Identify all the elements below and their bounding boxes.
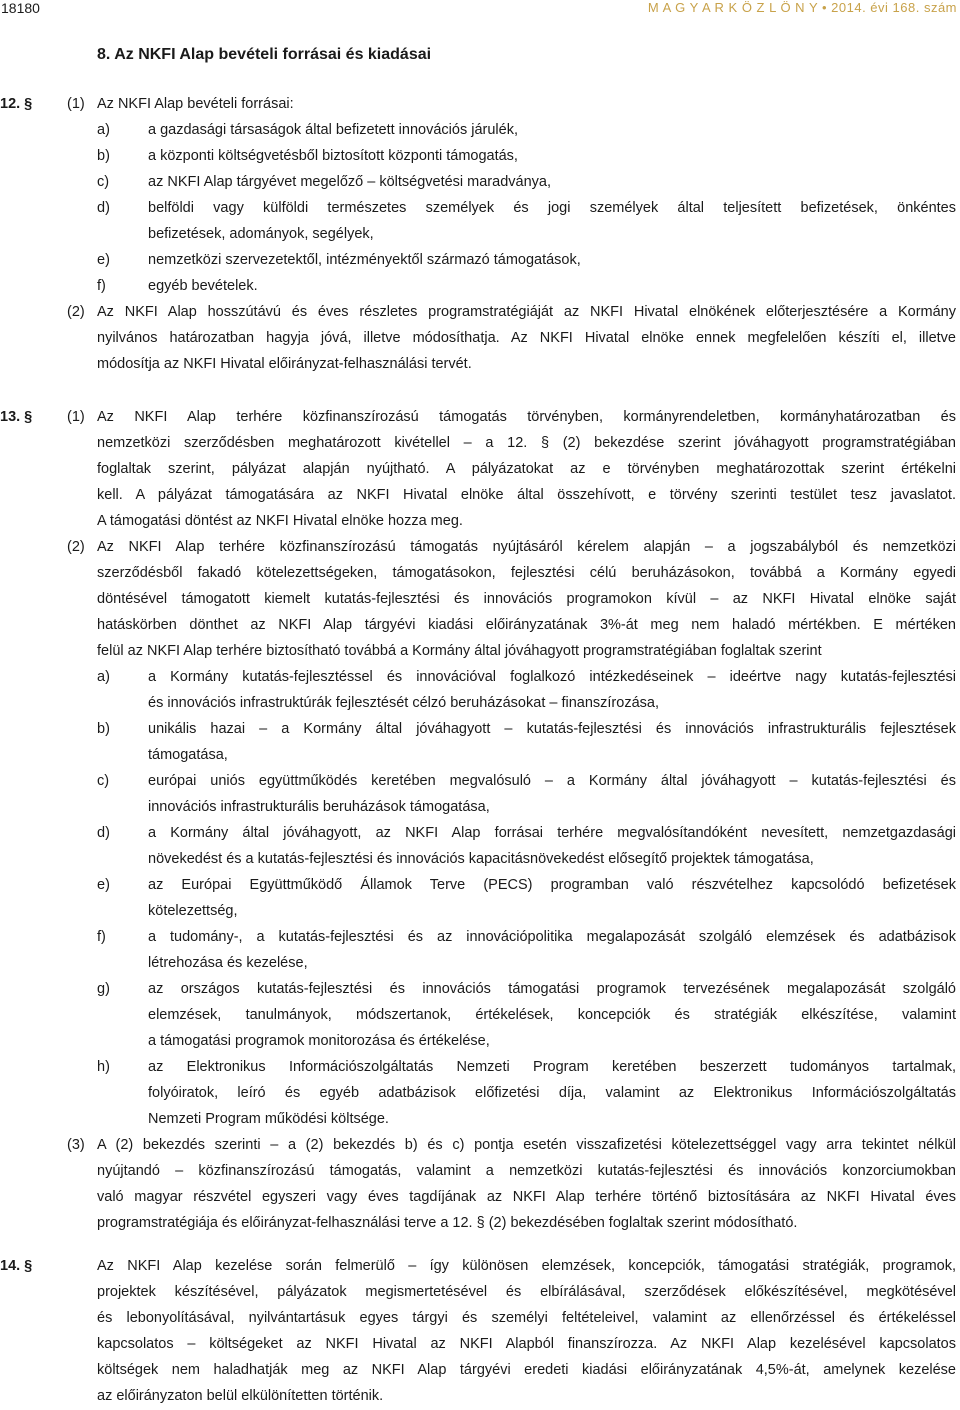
paragraph-number: 13. § xyxy=(0,409,33,425)
item-text: a támogatási programok monitorozása és értékelése, xyxy=(148,1033,490,1049)
subsection-text: nemzetközi szerződésben meghatározott kivétellel – a 12. § (2) bekezdése szerint jóváhagyott programstratégiában xyxy=(97,435,956,451)
item-label: e) xyxy=(97,252,110,268)
item-text: nemzetközi szervezetektől, intézményektől származó támogatások, xyxy=(148,252,581,268)
paragraph-text: kapcsolatos – költségeket az NKFI Hivatal az NKFI Alapból finanszírozza. Az NKFI Alap kezelésével kapcsolatos xyxy=(97,1336,956,1352)
subsection-text: A támogatási döntést az NKFI Hivatal elnöke hozza meg. xyxy=(97,513,463,529)
subsection-label: (1) xyxy=(67,96,85,112)
subsection-label: (3) xyxy=(67,1137,85,1153)
subsection-text: hatáskörben dönthet az NKFI Alap tárgyévi kiadási előirányzatának 3%-át meg nem haladó mértékben. E mértéken xyxy=(97,617,956,633)
item-text: innovációs infrastrukturális beruházások támogatása, xyxy=(148,799,490,815)
subsection-text: Az NKFI Alap hosszútávú és éves részletes programstratégiáját az NKFI Hivatal elnökének előterjesztésére a Kormány xyxy=(97,304,956,320)
section-title: 8. Az NKFI Alap bevételi forrásai és kiadásai xyxy=(97,46,432,63)
item-text: támogatása, xyxy=(148,747,228,763)
item-text: egyéb bevételek. xyxy=(148,278,258,294)
subsection-label: (2) xyxy=(67,304,85,320)
item-label: b) xyxy=(97,148,110,164)
subsection-text: felül az NKFI Alap terhére biztosítható továbbá a Kormány által jóváhagyott programstratégiában foglaltak szerint xyxy=(97,643,822,659)
subsection-text: kell. A pályázat támogatására az NKFI Hivatal elnöke által összehívott, e törvény szerinti testület tesz javaslatot. xyxy=(97,487,956,503)
item-text: európai uniós együttműködés keretében megvalósuló – a Kormány által jóváhagyott – kutatás-fejlesztési és xyxy=(148,773,956,789)
item-label: h) xyxy=(97,1059,110,1075)
item-text: belföldi vagy külföldi természetes személyek és jogi személyek által teljesített befizetések, önkéntes xyxy=(148,200,956,216)
item-label: f) xyxy=(97,929,106,945)
item-label: f) xyxy=(97,278,106,294)
item-text: és innovációs infrastruktúrák fejlesztését célzó beruházásokat – finanszírozása, xyxy=(148,695,659,711)
paragraph-number: 12. § xyxy=(0,96,33,112)
item-text: az országos kutatás-fejlesztési és innovációs támogatási programok tervezésének megalapozását szolgáló xyxy=(148,981,956,997)
item-text: a Kormány kutatás-fejlesztéssel és innovációval foglalkozó intézkedéseinek – ideértve nagy kutatás-fejlesztési xyxy=(148,669,956,685)
item-text: folyóiratok, leíró és egyéb adatbázisok előfizetési díja, valamint az Elektronikus Információszolgáltatás xyxy=(148,1085,956,1101)
item-text: a Kormány által jóváhagyott, az NKFI Alap forrásai terhére megvalósítandóként nevesített, nemzetgazdasági xyxy=(148,825,956,841)
item-text: a tudomány-, a kutatás-fejlesztési és az innovációpolitika megalapozását szolgáló elemzések és adatbázisok xyxy=(148,929,956,945)
item-text: a központi költségvetésből biztosított központi támogatás, xyxy=(148,148,518,164)
item-label: a) xyxy=(97,669,110,685)
item-text: növekedést és a kutatás-fejlesztési és innovációs kapacitásnövekedést elősegítő projektek támogatása, xyxy=(148,851,814,867)
item-text: létrehozása és kezelése, xyxy=(148,955,308,971)
paragraph-text: Az NKFI Alap kezelése során felmerülő – így különösen elemzések, koncepciók, támogatási stratégiák, programok, xyxy=(97,1258,956,1274)
item-text: az NKFI Alap tárgyévet megelőző – költségvetési maradványa, xyxy=(148,174,551,190)
subsection-text: Az NKFI Alap terhére közfinanszírozású támogatás nyújtásáról kérelem alapján – a jogszabályból és nemzetközi xyxy=(97,539,956,555)
item-label: d) xyxy=(97,200,110,216)
subsection-text: programstratégiája és előirányzat-felhasználási terve a 12. § (2) bekezdésében foglaltak szerint módosítható. xyxy=(97,1215,798,1231)
item-text: az Európai Együttműködő Államok Terve (PECS) programban való részvételhez kapcsolódó befizetések xyxy=(148,877,956,893)
item-label: d) xyxy=(97,825,110,841)
item-label: c) xyxy=(97,773,110,789)
item-text: az Elektronikus Információszolgáltatás Nemzeti Program keretében beszerzett tudományos tartalmak, xyxy=(148,1059,956,1075)
paragraph-text: és lebonyolításával, nyilvántartásuk egyes tárgyi és személyi feltételeivel, valamint az ellenőrzéssel és értékeléssel xyxy=(97,1310,956,1326)
item-text: elemzések, tanulmányok, módszertanok, értékelések, koncepciók és stratégiák elkészítése, valamint xyxy=(148,1007,956,1023)
paragraph-number: 14. § xyxy=(0,1258,33,1274)
subsection-text: nyilvános határozatban hagyja jóvá, illetve módosíthatja. Az NKFI Hivatal elnöke ennek megfelelően készíti el, illetve xyxy=(97,330,956,346)
item-text: Nemzeti Program működési költsége. xyxy=(148,1111,389,1127)
page-header xyxy=(0,0,960,20)
item-text: befizetések, adományok, segélyek, xyxy=(148,226,374,242)
subsection-text: módosítja az NKFI Hivatal előirányzat-felhasználási tervét. xyxy=(97,356,472,372)
subsection-text: döntésével támogatott kiemelt kutatás-fejlesztési és innovációs programokon kívül – az NKFI Hivatal elnöke saját xyxy=(97,591,956,607)
item-text: kötelezettség, xyxy=(148,903,238,919)
page-number: 18180 xyxy=(1,0,40,16)
item-label: a) xyxy=(97,122,110,138)
subsection-text: A (2) bekezdés szerinti – a (2) bekezdés b) és c) pontja esetén visszafizetési kötelezettséggel vagy arra tekintet nélkül xyxy=(97,1137,956,1153)
item-text: a gazdasági társaságok által befizetett innovációs járulék, xyxy=(148,122,518,138)
subsection-label: (1) xyxy=(67,409,85,425)
subsection-text: Az NKFI Alap terhére közfinanszírozású támogatás törvényben, kormányrendeletben, kormányhatározatban és xyxy=(97,409,956,425)
subsection-label: (2) xyxy=(67,539,85,555)
paragraph-text: az előirányzaton belül elkülönítetten történik. xyxy=(97,1388,384,1404)
subsection-text: foglaltak szerint, pályázat alapján nyújtható. A pályázatokat az e törvényben meghatározottak szerint értékelni xyxy=(97,461,956,477)
item-label: g) xyxy=(97,981,110,997)
subsection-text: szerződésből fakadó kötelezettségeken, támogatásokon, fejlesztési célú beruházásokon, továbbá a Kormány egyedi xyxy=(97,565,956,581)
item-label: e) xyxy=(97,877,110,893)
paragraph-text: költségek nem haladhatják meg az NKFI Alap tárgyévi eredeti kiadási előirányzatának 4,5%-át, amelynek kezelése xyxy=(97,1362,956,1378)
paragraph-text: projektek készítésével, pályázatok megismertetésével és elbírálásával, szerződések előkészítésével, megkötésével xyxy=(97,1284,956,1300)
item-text: unikális hazai – a Kormány által jóváhagyott – kutatás-fejlesztési és innovációs infrastrukturális fejlesztések xyxy=(148,721,956,737)
subsection-text: nyújtandó – közfinanszírozású támogatás, valamint a nemzetközi kutatás-fejlesztési és innovációs konzorciumokban xyxy=(97,1163,956,1179)
item-label: c) xyxy=(97,174,110,190)
subsection-text: Az NKFI Alap bevételi forrásai: xyxy=(97,96,294,112)
subsection-text: való magyar részvétel egyszeri vagy éves tagdíjának az NKFI Alap terhére történő biztosítására az NKFI Hivatal éves xyxy=(97,1189,956,1205)
item-label: b) xyxy=(97,721,110,737)
journal-title: M A G Y A R K Ö Z L Ö N Y • 2014. évi 168. szám xyxy=(647,0,957,15)
